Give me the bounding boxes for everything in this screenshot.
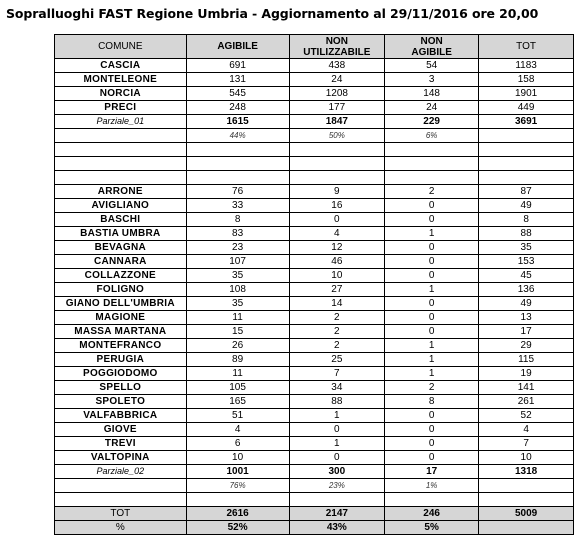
tot-cell: 136 bbox=[479, 283, 574, 297]
agibile-cell: 4 bbox=[186, 423, 289, 437]
partial-label: Parziale_02 bbox=[55, 465, 187, 479]
table-row bbox=[55, 353, 574, 367]
non-agibile-cell: 8 bbox=[385, 395, 479, 409]
empty-cell bbox=[186, 171, 289, 185]
agibile-cell: 691 bbox=[186, 59, 289, 73]
comune-cell: COLLAZZONE bbox=[55, 269, 187, 283]
empty-cell bbox=[385, 143, 479, 157]
non-agibile-cell: 2 bbox=[385, 185, 479, 199]
total-non-utilizzabile: 2147 bbox=[289, 507, 385, 521]
comune-cell: VALTOPINA bbox=[55, 451, 187, 465]
comune-cell: BASCHI bbox=[55, 213, 187, 227]
table-row bbox=[55, 73, 574, 87]
tot-cell: 449 bbox=[479, 101, 574, 115]
comune-cell: PERUGIA bbox=[55, 353, 187, 367]
non-agibile-cell: 0 bbox=[385, 437, 479, 451]
non-utilizzabile-cell: 438 bbox=[289, 59, 385, 73]
non-utilizzabile-cell: 0 bbox=[289, 423, 385, 437]
comune-cell: MAGIONE bbox=[55, 311, 187, 325]
non-agibile-cell: 0 bbox=[385, 241, 479, 255]
agibile-cell: 76 bbox=[186, 185, 289, 199]
empty-cell bbox=[55, 157, 187, 171]
non-agibile-cell: 148 bbox=[385, 87, 479, 101]
non-agibile-cell: 0 bbox=[385, 451, 479, 465]
table-row bbox=[55, 59, 574, 73]
partial-label: Parziale_01 bbox=[55, 115, 187, 129]
partial-percent-row bbox=[55, 479, 574, 493]
comune-cell: MONTEFRANCO bbox=[55, 339, 187, 353]
non-utilizzabile-cell: 0 bbox=[289, 451, 385, 465]
tot-cell: 13 bbox=[479, 311, 574, 325]
partial-percent-row bbox=[55, 129, 574, 143]
non-utilizzabile-cell: 88 bbox=[289, 395, 385, 409]
empty-cell bbox=[55, 171, 187, 185]
empty-cell bbox=[289, 493, 385, 507]
agibile-cell: 33 bbox=[186, 199, 289, 213]
tot-cell: 153 bbox=[479, 255, 574, 269]
table-row bbox=[55, 213, 574, 227]
header-non-agibile-line2: AGIBILE bbox=[411, 46, 452, 58]
partial-pct-non-utilizzabile: 50% bbox=[289, 129, 385, 143]
table-row bbox=[55, 227, 574, 241]
comune-cell: BEVAGNA bbox=[55, 241, 187, 255]
header-comune: COMUNE bbox=[55, 35, 187, 59]
tot-cell: 4 bbox=[479, 423, 574, 437]
agibile-cell: 23 bbox=[186, 241, 289, 255]
table-row bbox=[55, 199, 574, 213]
empty-cell bbox=[55, 493, 187, 507]
agibile-cell: 10 bbox=[186, 451, 289, 465]
partial-row bbox=[55, 115, 574, 129]
empty-cell bbox=[186, 493, 289, 507]
agibile-cell: 105 bbox=[186, 381, 289, 395]
non-agibile-cell: 1 bbox=[385, 367, 479, 381]
total-label: TOT bbox=[55, 507, 187, 521]
tot-cell: 1901 bbox=[479, 87, 574, 101]
non-agibile-cell: 0 bbox=[385, 269, 479, 283]
empty-cell bbox=[385, 171, 479, 185]
tot-cell: 158 bbox=[479, 73, 574, 87]
non-utilizzabile-cell: 25 bbox=[289, 353, 385, 367]
tot-cell: 88 bbox=[479, 227, 574, 241]
header-non-agibile-line1: NON bbox=[420, 35, 443, 47]
header-non-utilizzabile-line2: UTILIZZABILE bbox=[303, 46, 371, 58]
table-row bbox=[55, 437, 574, 451]
table-row bbox=[55, 381, 574, 395]
empty-cell bbox=[479, 143, 574, 157]
table-row bbox=[55, 241, 574, 255]
empty-cell bbox=[289, 157, 385, 171]
partial-non-agibile: 17 bbox=[385, 465, 479, 479]
agibile-cell: 107 bbox=[186, 255, 289, 269]
agibile-cell: 8 bbox=[186, 213, 289, 227]
non-utilizzabile-cell: 16 bbox=[289, 199, 385, 213]
header-non-utilizzabile bbox=[289, 35, 385, 59]
non-utilizzabile-cell: 1 bbox=[289, 409, 385, 423]
comune-cell: GIANO DELL'UMBRIA bbox=[55, 297, 187, 311]
non-agibile-cell: 0 bbox=[385, 311, 479, 325]
blank-row bbox=[55, 143, 574, 157]
comune-cell: SPELLO bbox=[55, 381, 187, 395]
partial-pct-non-agibile: 6% bbox=[385, 129, 479, 143]
comune-cell: PRECI bbox=[55, 101, 187, 115]
table-row bbox=[55, 297, 574, 311]
page-title: Sopralluoghi FAST Regione Umbria - Aggiornamento al 29/11/2016 ore 20,00 bbox=[6, 6, 539, 21]
agibile-cell: 11 bbox=[186, 311, 289, 325]
non-agibile-cell: 0 bbox=[385, 297, 479, 311]
non-agibile-cell: 0 bbox=[385, 325, 479, 339]
blank-row bbox=[55, 171, 574, 185]
table-row bbox=[55, 283, 574, 297]
partial-tot: 3691 bbox=[479, 115, 574, 129]
non-utilizzabile-cell: 34 bbox=[289, 381, 385, 395]
non-utilizzabile-cell: 2 bbox=[289, 325, 385, 339]
comune-cell: CANNARA bbox=[55, 255, 187, 269]
tot-cell: 49 bbox=[479, 199, 574, 213]
tot-cell: 17 bbox=[479, 325, 574, 339]
non-utilizzabile-cell: 2 bbox=[289, 311, 385, 325]
table-row bbox=[55, 409, 574, 423]
partial-pct-non-agibile: 1% bbox=[385, 479, 479, 493]
comune-cell: NORCIA bbox=[55, 87, 187, 101]
comune-cell: POGGIODOMO bbox=[55, 367, 187, 381]
header-tot: TOT bbox=[479, 35, 574, 59]
non-agibile-cell: 1 bbox=[385, 339, 479, 353]
non-agibile-cell: 1 bbox=[385, 283, 479, 297]
total-pct-label: % bbox=[55, 521, 187, 535]
non-agibile-cell: 0 bbox=[385, 423, 479, 437]
inspection-table bbox=[54, 34, 574, 535]
non-utilizzabile-cell: 1208 bbox=[289, 87, 385, 101]
agibile-cell: 51 bbox=[186, 409, 289, 423]
header-non-agibile bbox=[385, 35, 479, 59]
comune-cell: MASSA MARTANA bbox=[55, 325, 187, 339]
total-non-agibile: 246 bbox=[385, 507, 479, 521]
tot-cell: 1183 bbox=[479, 59, 574, 73]
non-utilizzabile-cell: 14 bbox=[289, 297, 385, 311]
header-non-utilizzabile-line1: NON bbox=[325, 35, 348, 47]
partial-non-agibile: 229 bbox=[385, 115, 479, 129]
empty-cell bbox=[289, 143, 385, 157]
non-utilizzabile-cell: 27 bbox=[289, 283, 385, 297]
empty-cell bbox=[55, 479, 187, 493]
partial-non-utilizzabile: 1847 bbox=[289, 115, 385, 129]
non-utilizzabile-cell: 4 bbox=[289, 227, 385, 241]
partial-agibile: 1001 bbox=[186, 465, 289, 479]
agibile-cell: 131 bbox=[186, 73, 289, 87]
total-tot: 5009 bbox=[479, 507, 574, 521]
agibile-cell: 108 bbox=[186, 283, 289, 297]
empty-cell bbox=[186, 143, 289, 157]
agibile-cell: 545 bbox=[186, 87, 289, 101]
empty-cell bbox=[385, 157, 479, 171]
table-row bbox=[55, 325, 574, 339]
partial-pct-non-utilizzabile: 23% bbox=[289, 479, 385, 493]
agibile-cell: 35 bbox=[186, 269, 289, 283]
non-agibile-cell: 0 bbox=[385, 213, 479, 227]
non-utilizzabile-cell: 2 bbox=[289, 339, 385, 353]
non-agibile-cell: 3 bbox=[385, 73, 479, 87]
header-row bbox=[55, 35, 574, 59]
tot-cell: 52 bbox=[479, 409, 574, 423]
tot-cell: 141 bbox=[479, 381, 574, 395]
tot-cell: 10 bbox=[479, 451, 574, 465]
empty-cell bbox=[385, 493, 479, 507]
tot-cell: 35 bbox=[479, 241, 574, 255]
tot-cell: 8 bbox=[479, 213, 574, 227]
total-percent-row bbox=[55, 521, 574, 535]
empty-cell bbox=[479, 157, 574, 171]
non-utilizzabile-cell: 0 bbox=[289, 213, 385, 227]
comune-cell: CASCIA bbox=[55, 59, 187, 73]
partial-agibile: 1615 bbox=[186, 115, 289, 129]
agibile-cell: 6 bbox=[186, 437, 289, 451]
non-agibile-cell: 1 bbox=[385, 353, 479, 367]
empty-cell bbox=[479, 521, 574, 535]
non-utilizzabile-cell: 1 bbox=[289, 437, 385, 451]
table-row bbox=[55, 451, 574, 465]
partial-tot: 1318 bbox=[479, 465, 574, 479]
agibile-cell: 15 bbox=[186, 325, 289, 339]
comune-cell: GIOVE bbox=[55, 423, 187, 437]
agibile-cell: 89 bbox=[186, 353, 289, 367]
table-row bbox=[55, 101, 574, 115]
comune-cell: FOLIGNO bbox=[55, 283, 187, 297]
non-utilizzabile-cell: 10 bbox=[289, 269, 385, 283]
non-utilizzabile-cell: 24 bbox=[289, 73, 385, 87]
comune-cell: VALFABBRICA bbox=[55, 409, 187, 423]
non-agibile-cell: 0 bbox=[385, 255, 479, 269]
tot-cell: 87 bbox=[479, 185, 574, 199]
non-agibile-cell: 54 bbox=[385, 59, 479, 73]
tot-cell: 115 bbox=[479, 353, 574, 367]
comune-cell: MONTELEONE bbox=[55, 73, 187, 87]
non-agibile-cell: 2 bbox=[385, 381, 479, 395]
total-pct-agibile: 52% bbox=[186, 521, 289, 535]
header-agibile: AGIBILE bbox=[186, 35, 289, 59]
agibile-cell: 26 bbox=[186, 339, 289, 353]
non-agibile-cell: 1 bbox=[385, 227, 479, 241]
partial-row bbox=[55, 465, 574, 479]
total-row bbox=[55, 507, 574, 521]
empty-cell bbox=[289, 171, 385, 185]
comune-cell: ARRONE bbox=[55, 185, 187, 199]
total-pct-non-agibile: 5% bbox=[385, 521, 479, 535]
non-agibile-cell: 0 bbox=[385, 199, 479, 213]
empty-cell bbox=[479, 171, 574, 185]
blank-row bbox=[55, 157, 574, 171]
agibile-cell: 35 bbox=[186, 297, 289, 311]
non-utilizzabile-cell: 9 bbox=[289, 185, 385, 199]
agibile-cell: 248 bbox=[186, 101, 289, 115]
empty-cell bbox=[479, 479, 574, 493]
tot-cell: 45 bbox=[479, 269, 574, 283]
non-utilizzabile-cell: 177 bbox=[289, 101, 385, 115]
table-row bbox=[55, 311, 574, 325]
total-pct-non-utilizzabile: 43% bbox=[289, 521, 385, 535]
non-agibile-cell: 0 bbox=[385, 409, 479, 423]
non-utilizzabile-cell: 46 bbox=[289, 255, 385, 269]
comune-cell: SPOLETO bbox=[55, 395, 187, 409]
total-agibile: 2616 bbox=[186, 507, 289, 521]
agibile-cell: 83 bbox=[186, 227, 289, 241]
empty-cell bbox=[479, 493, 574, 507]
table-row bbox=[55, 423, 574, 437]
comune-cell: TREVI bbox=[55, 437, 187, 451]
empty-cell bbox=[55, 129, 187, 143]
partial-pct-agibile: 44% bbox=[186, 129, 289, 143]
blank-row bbox=[55, 493, 574, 507]
partial-pct-agibile: 76% bbox=[186, 479, 289, 493]
partial-non-utilizzabile: 300 bbox=[289, 465, 385, 479]
comune-cell: BASTIA UMBRA bbox=[55, 227, 187, 241]
empty-cell bbox=[186, 157, 289, 171]
tot-cell: 261 bbox=[479, 395, 574, 409]
non-agibile-cell: 24 bbox=[385, 101, 479, 115]
empty-cell bbox=[55, 143, 187, 157]
table-row bbox=[55, 185, 574, 199]
tot-cell: 49 bbox=[479, 297, 574, 311]
agibile-cell: 11 bbox=[186, 367, 289, 381]
table-row bbox=[55, 395, 574, 409]
table-row bbox=[55, 87, 574, 101]
tot-cell: 19 bbox=[479, 367, 574, 381]
empty-cell bbox=[479, 129, 574, 143]
table-row bbox=[55, 367, 574, 381]
non-utilizzabile-cell: 12 bbox=[289, 241, 385, 255]
table-row bbox=[55, 255, 574, 269]
table-row bbox=[55, 339, 574, 353]
non-utilizzabile-cell: 7 bbox=[289, 367, 385, 381]
table-row bbox=[55, 269, 574, 283]
agibile-cell: 165 bbox=[186, 395, 289, 409]
comune-cell: AVIGLIANO bbox=[55, 199, 187, 213]
tot-cell: 29 bbox=[479, 339, 574, 353]
tot-cell: 7 bbox=[479, 437, 574, 451]
